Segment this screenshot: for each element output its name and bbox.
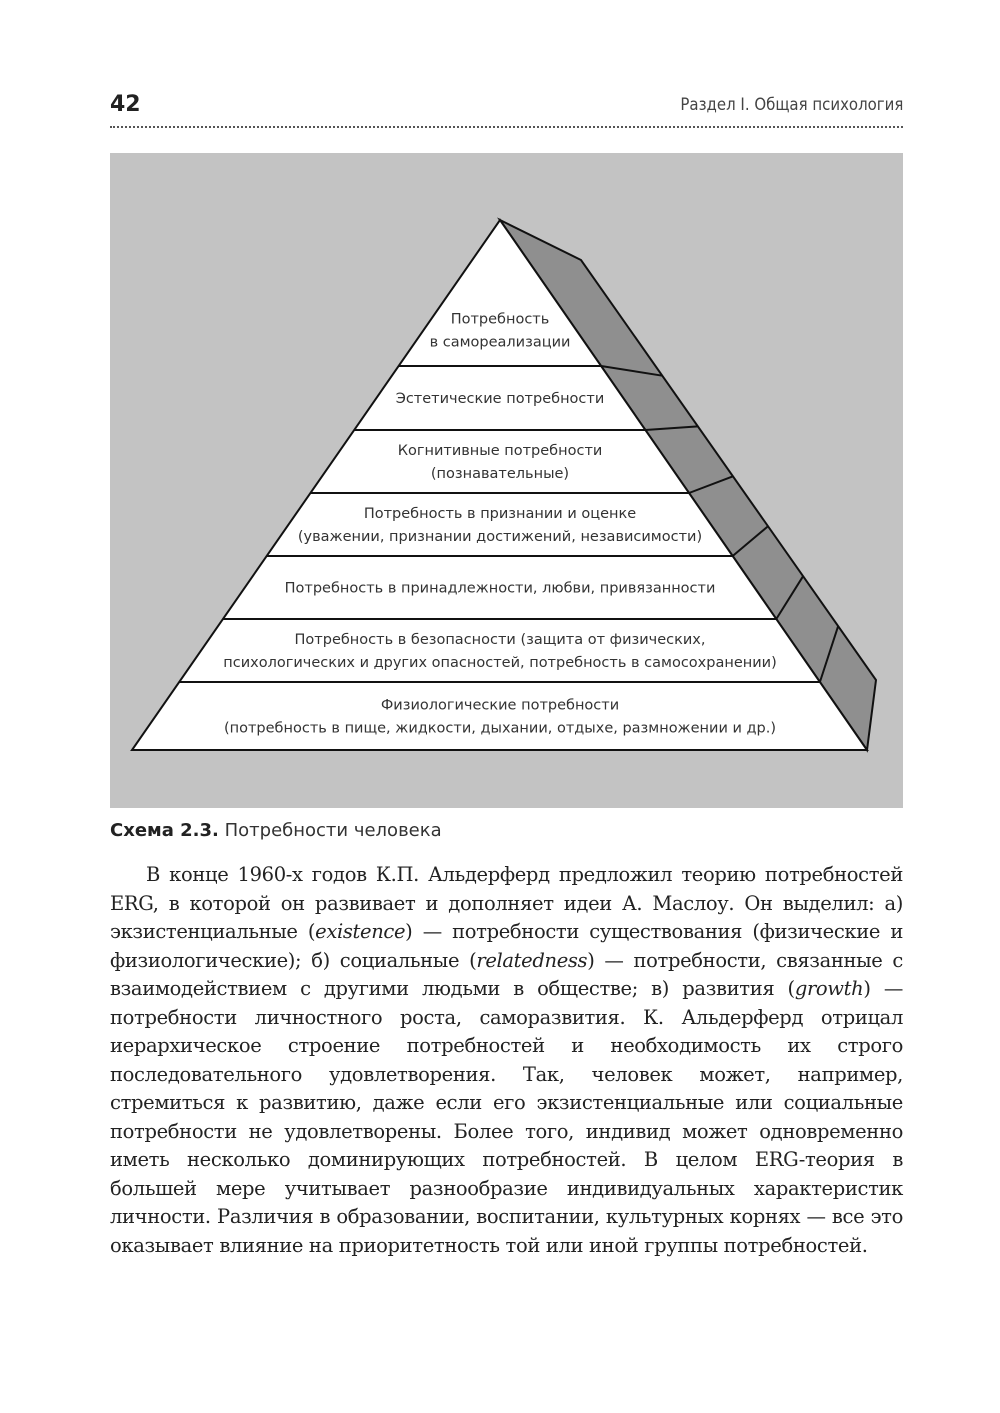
pyramid-level-6-label: Потребность в безопасности (защита от физических, [294, 632, 706, 648]
caption-text: Потребности человека [224, 820, 442, 841]
section-title: Раздел I. Общая психология [680, 95, 903, 115]
pyramid-level-1-label: в самореализации [429, 334, 571, 351]
body-text-part4: ) — потребности личностного роста, саморазвития. К. Альдерферд отрицал иерархическое строение потребностей и необходимость их строго последовательного удовлетворения. Так, человек может, например, стремиться к развитию, даже если его экзистенциальные или социальные потребности не удовлетворены. Более того, индивид может одновременно иметь несколько доминирующих потребностей. В целом ERG-теория в большей мере учитывает разнообразие индивидуальных характеристик личности. Различия в образовании, воспитании, культурных корнях — все это оказывает влияние на приоритетность той или иной группы потребностей. [110, 977, 903, 1257]
body-text-part3: ) — потребности, связанные с взаимодействием с другими людьми в обществе; в) развития ( [110, 948, 903, 1000]
pyramid-level-4-label: Потребность в признании и оценке [363, 506, 637, 522]
page-number: 42 [110, 92, 141, 117]
term-growth: growth [794, 977, 864, 1000]
term-relatedness: relatedness [476, 948, 588, 972]
pyramid-level-1-label: Потребность [450, 311, 550, 328]
pyramid-level-6-label: психологических и других опасностей, потребность в самосохранении) [223, 655, 777, 671]
pyramid-level-2-label: Эстетические потребности [395, 391, 605, 407]
pyramid-level-3-label: Когнитивные потребности [397, 443, 603, 459]
term-existence: existence [315, 920, 406, 943]
header-divider [110, 126, 903, 128]
pyramid-diagram [110, 153, 903, 808]
figure-caption [110, 820, 442, 841]
caption-label: Схема 2.3. [110, 820, 219, 841]
pyramid-level-3-label: (познавательные) [430, 466, 570, 482]
body-text-part2: ) — потребности существования (физические и физиологические); б) социальные ( [110, 920, 904, 972]
maslow-pyramid-figure [110, 153, 903, 808]
pyramid-level-7-label: (потребность в пище, жидкости, дыхании, отдыхе, размножении и др.) [223, 720, 777, 737]
pyramid-level-4-label: (уважении, признании достижений, независимости) [297, 529, 703, 545]
body-text-part1: В конце 1960-х годов К.П. Альдерферд предложил теорию потребностей ERG, в которой он развивает и дополняет идеи А. Маслоу. Он выделил: а) экзистенциальные ( [110, 863, 903, 943]
body-paragraph [110, 861, 903, 1260]
pyramid-level-5-label: Потребность в принадлежности, любви, привязанности [284, 580, 716, 597]
pyramid-level-7-label: Физиологические потребности [380, 697, 620, 714]
